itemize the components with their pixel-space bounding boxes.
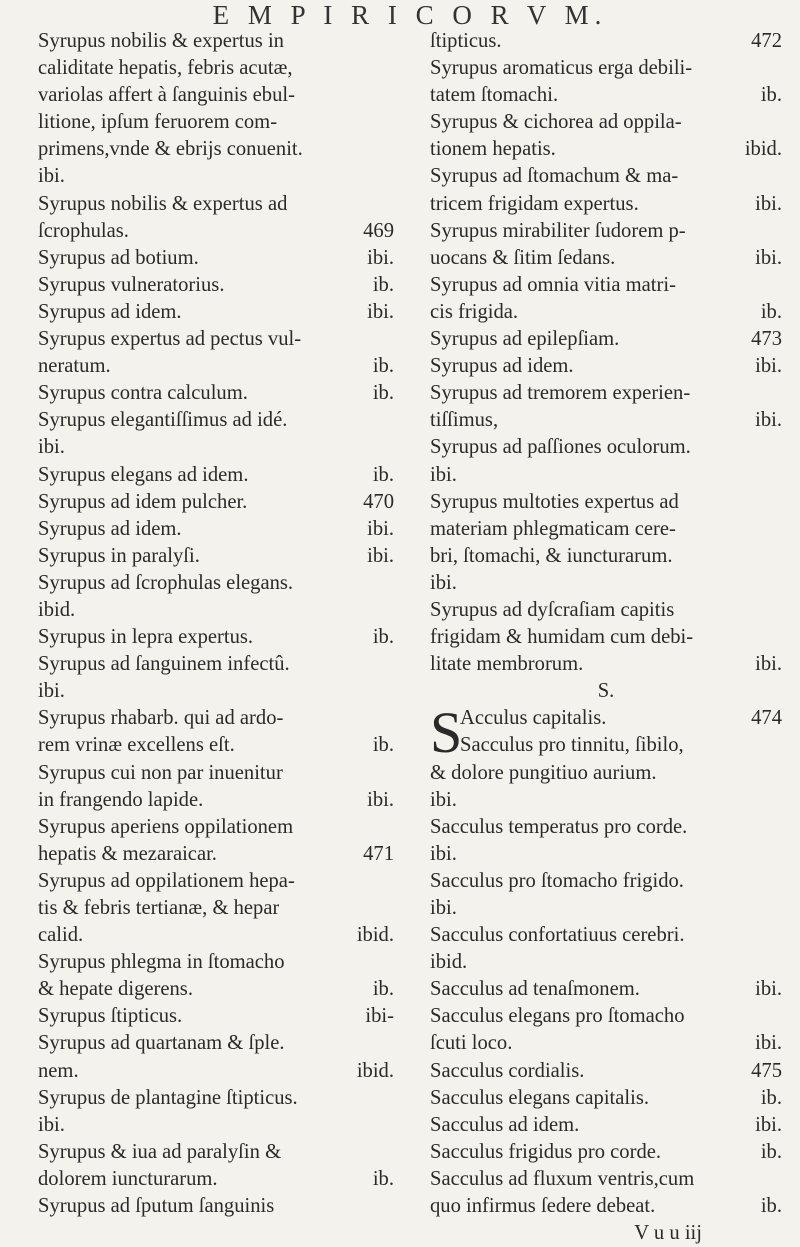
entry-text: ibi. (430, 897, 457, 919)
index-line (430, 624, 782, 651)
index-line (38, 434, 394, 461)
entry-text: ibi. (430, 842, 457, 865)
index-line (38, 218, 394, 245)
index-line (430, 868, 782, 895)
index-line (430, 949, 782, 976)
index-line (38, 922, 394, 949)
index-line (38, 597, 394, 624)
index-line (38, 272, 394, 299)
entry-text: tiſſimus, (430, 409, 499, 432)
index-line (430, 976, 782, 1003)
entry-text: Acculus capitalis. (460, 707, 607, 730)
index-line (38, 570, 394, 597)
index-line (430, 1058, 782, 1085)
index-line (430, 380, 782, 407)
index-line (430, 814, 782, 841)
page-reference: ib. (372, 734, 394, 757)
page-reference: ibi. (755, 1032, 782, 1055)
entry-text: Syrupus ad idem. (38, 517, 182, 540)
page-reference: ibi. (755, 978, 782, 1001)
entry-text: Syrupus nobilis & expertus ad (38, 192, 288, 215)
index-line (38, 1193, 394, 1220)
index-line (38, 1112, 394, 1139)
index-line (38, 705, 394, 732)
entry-text: Syrupus phlegma in ſtomacho (38, 951, 285, 974)
entry-text: calid. (38, 924, 84, 947)
right-column-entries-b (430, 760, 782, 1221)
entry-text: ibi. (38, 680, 65, 703)
index-line (430, 1030, 782, 1057)
index-line (38, 489, 394, 516)
entry-text: ſcrophulas. (38, 219, 129, 242)
entry-text: rem vrinæ excellens eſt. (38, 734, 235, 757)
entry-text: dolorem iuncturarum. (38, 1167, 218, 1190)
entry-text: Syrupus multoties expertus ad (430, 490, 679, 513)
entry-text: Syrupus ad idem. (430, 355, 574, 378)
entry-text: Sacculus frigidus pro corde. (430, 1140, 662, 1163)
page-reference: ib. (372, 978, 394, 1001)
page-reference: ib. (372, 463, 394, 486)
entry-text: Syrupus ad ſcrophulas elegans. (38, 571, 294, 594)
index-line (460, 732, 782, 759)
index-line (38, 895, 394, 922)
page-reference: ibi. (755, 1113, 782, 1136)
index-line (38, 1139, 394, 1166)
entry-text: ibi. (38, 1113, 65, 1136)
index-line (430, 163, 782, 190)
entry-text: tatem ſtomachi. (430, 84, 559, 107)
index-line (38, 976, 394, 1003)
index-line (430, 760, 782, 787)
index-line (38, 841, 394, 868)
index-line (430, 570, 782, 597)
right-column-entries-a (430, 28, 782, 678)
index-line (38, 516, 394, 543)
index-line (38, 1003, 394, 1030)
page-reference: ibi. (367, 517, 394, 540)
page-reference: ibi. (755, 653, 782, 676)
index-line (38, 163, 394, 190)
index-line (430, 489, 782, 516)
page-reference: ibi. (367, 788, 394, 811)
index-line (38, 28, 394, 55)
index-line (430, 272, 782, 299)
entry-text: Syrupus ad dyſcraſiam capitis (430, 598, 675, 621)
index-line (430, 516, 782, 543)
page-reference: ib. (372, 273, 394, 296)
entry-text: Syrupus cui non par inuenitur (38, 761, 283, 784)
entry-text: uocans & ſitim ſedans. (430, 246, 616, 269)
right-column (430, 28, 782, 1247)
index-line (430, 841, 782, 868)
entry-text: Syrupus expertus ad pectus vul- (38, 328, 302, 351)
page-reference: ib. (372, 626, 394, 649)
index-line (430, 895, 782, 922)
running-header: E M P I R I C O R V M. (212, 0, 608, 30)
index-line (430, 407, 782, 434)
index-line (430, 28, 782, 55)
entry-text: frigidam & humidam cum debi- (430, 626, 694, 649)
entry-text: tionem hepatis. (430, 138, 556, 161)
entry-text: litate membrorum. (430, 653, 584, 676)
entry-text: materiam phlegmaticam cere- (430, 517, 676, 540)
initial-lines (460, 705, 782, 759)
index-line (430, 191, 782, 218)
left-column (38, 28, 394, 1220)
index-line (430, 1193, 782, 1220)
index-line (38, 109, 394, 136)
entry-text: Syrupus aromaticus erga debili- (430, 57, 693, 80)
page-reference: 474 (751, 707, 782, 730)
index-line (38, 760, 394, 787)
entry-text: quo infirmus ſedere debeat. (430, 1195, 656, 1218)
entry-text: ibid. (430, 951, 468, 974)
index-line (38, 191, 394, 218)
section-letter: S. (597, 680, 615, 703)
entry-text: in frangendo lapide. (38, 788, 204, 811)
page-reference: ib. (760, 1195, 782, 1218)
entry-text: Syrupus & cichorea ad oppila- (430, 111, 682, 134)
index-line (430, 353, 782, 380)
index-line (38, 407, 394, 434)
index-line (430, 434, 782, 461)
page-reference: ibid. (356, 924, 394, 947)
index-line (430, 462, 782, 489)
index-line (38, 353, 394, 380)
page-reference: ibi. (755, 355, 782, 378)
page-reference: 470 (363, 490, 394, 513)
entry-text: Syrupus & iua ad paralyſin & (38, 1140, 282, 1163)
page-reference: ibi. (755, 192, 782, 215)
entry-text: nem. (38, 1059, 79, 1082)
index-line (38, 868, 394, 895)
entry-text: Syrupus mirabiliter ſudorem p- (430, 219, 686, 242)
entry-text: Syrupus elegans ad idem. (38, 463, 249, 486)
entry-text: Syrupus ad epilepſiam. (430, 328, 620, 351)
index-line (430, 326, 782, 353)
index-line (430, 55, 782, 82)
entry-text: neratum. (38, 355, 111, 378)
entry-text: Syrupus aperiens oppilationem (38, 815, 294, 838)
entry-text: Sacculus ad fluxum ventris,cum (430, 1167, 695, 1190)
index-line (430, 1085, 782, 1112)
index-line (38, 380, 394, 407)
entry-text: ibid. (38, 598, 76, 621)
entry-text: Syrupus ſtipticus. (38, 1005, 183, 1028)
entry-text: Sacculus elegans pro ſtomacho (430, 1005, 685, 1028)
page-reference: ibi. (367, 300, 394, 323)
entry-text: Syrupus ad paſſiones oculorum. (430, 436, 691, 459)
entry-text: Sacculus ad tenaſmonem. (430, 978, 640, 1001)
index-line (430, 597, 782, 624)
signature-mark: V u u iij (634, 1222, 702, 1245)
index-line (430, 82, 782, 109)
page-reference: ib. (372, 355, 394, 378)
index-line (38, 814, 394, 841)
entry-text: Syrupus ad idem pulcher. (38, 490, 248, 513)
index-line (38, 678, 394, 705)
entry-text: Sacculus elegans capitalis. (430, 1086, 650, 1109)
entry-text: bri, ſtomachi, & iuncturarum. (430, 544, 673, 567)
entry-text: Syrupus ad oppilationem hepa- (38, 869, 295, 892)
entry-text: ibi. (38, 436, 65, 459)
index-line (430, 136, 782, 163)
entry-text: Sacculus pro tinnitu, ſibilo, (460, 734, 684, 757)
index-line (430, 922, 782, 949)
entry-text: cis frigida. (430, 300, 519, 323)
page-reference: 469 (363, 219, 394, 242)
entry-text: primens,vnde & ebrijs conuenit. (38, 138, 303, 161)
page-reference: ibid. (744, 138, 782, 161)
index-line (430, 1166, 782, 1193)
entry-text: variolas affert à ſanguinis ebul- (38, 84, 295, 107)
entry-text: Sacculus temperatus pro corde. (430, 815, 688, 838)
entry-text: Syrupus ad ſputum ſanguinis (38, 1195, 275, 1218)
index-line (38, 732, 394, 759)
index-line (430, 1139, 782, 1166)
entry-text: Sacculus pro ſtomacho frigido. (430, 869, 684, 892)
index-line (38, 462, 394, 489)
initial-block (430, 700, 782, 766)
entry-text: Syrupus ad ſanguinem infectû. (38, 653, 290, 676)
index-line (38, 136, 394, 163)
index-line (38, 1166, 394, 1193)
index-line (38, 326, 394, 353)
entry-text: tricem frigidam expertus. (430, 192, 639, 215)
entry-text: Syrupus in lepra expertus. (38, 626, 254, 649)
page-reference: ib. (372, 382, 394, 405)
entry-text: ſcuti loco. (430, 1032, 513, 1055)
index-line (38, 543, 394, 570)
index-line (38, 299, 394, 326)
entry-text: Syrupus elegantiſſimus ad idé. (38, 409, 288, 432)
page-reference: ib. (760, 300, 782, 323)
index-line (430, 299, 782, 326)
index-line (430, 543, 782, 570)
entry-text: Syrupus nobilis & expertus in (38, 30, 284, 52)
entry-text: tis & febris tertianæ, & hepar (38, 897, 280, 919)
index-line (38, 949, 394, 976)
entry-text: & dolore pungitiuo aurium. (430, 761, 657, 784)
index-line (38, 82, 394, 109)
index-line (460, 705, 782, 732)
page-reference: 473 (751, 328, 782, 351)
page-reference: ib. (760, 1086, 782, 1109)
entry-text: Syrupus ad idem. (38, 300, 182, 323)
entry-text: Syrupus ad tremorem experien- (430, 382, 691, 405)
index-line (430, 651, 782, 678)
entry-text: ibi. (430, 571, 457, 594)
page-reference: ibi. (367, 246, 394, 269)
index-line (38, 1030, 394, 1057)
index-line (38, 55, 394, 82)
entry-text: & hepate digerens. (38, 978, 193, 1001)
index-line (38, 624, 394, 651)
entry-text: Syrupus de plantagine ſtipticus. (38, 1086, 298, 1109)
page-reference: ibi. (755, 409, 782, 432)
entry-text: Sacculus confortatiuus cerebri. (430, 924, 685, 947)
page-reference: ibid. (356, 1059, 394, 1082)
index-line (430, 218, 782, 245)
entry-text: Syrupus ad quartanam & ſple. (38, 1032, 285, 1055)
page-reference: ib. (372, 1167, 394, 1190)
page-reference: ibi. (367, 544, 394, 567)
index-line (38, 651, 394, 678)
index-line (38, 245, 394, 272)
page-reference: ib. (760, 1140, 782, 1163)
entry-text: ibi. (430, 788, 457, 811)
page-reference: ibi- (365, 1005, 394, 1028)
index-line (430, 109, 782, 136)
entry-text: Syrupus contra calculum. (38, 382, 248, 405)
drop-cap: S (430, 700, 463, 766)
entry-text: Syrupus rhabarb. qui ad ardo- (38, 707, 284, 730)
index-line (430, 1112, 782, 1139)
entry-text: ibi. (38, 165, 65, 188)
index-line (38, 1058, 394, 1085)
page-reference: ib. (760, 84, 782, 107)
entry-text: ſtipticus. (430, 30, 502, 52)
entry-text: caliditate hepatis, febris acutæ, (38, 57, 293, 80)
entry-text: Syrupus ad ſtomachum & ma- (430, 165, 679, 188)
entry-text: Sacculus cordialis. (430, 1059, 585, 1082)
entry-text: litione, ipſum feruorem com- (38, 111, 278, 134)
entry-text: hepatis & mezaraicar. (38, 842, 217, 865)
index-line (430, 787, 782, 814)
page-reference: ibi. (755, 246, 782, 269)
entry-text: Sacculus ad idem. (430, 1113, 580, 1136)
page-reference: 475 (751, 1059, 782, 1082)
index-line (38, 787, 394, 814)
entry-text: Syrupus in paralyſi. (38, 544, 200, 567)
entry-text: ibi. (430, 463, 457, 486)
index-line (430, 245, 782, 272)
index-line (430, 1003, 782, 1030)
entry-text: Syrupus ad botium. (38, 246, 199, 269)
entry-text: Syrupus vulneratorius. (38, 273, 225, 296)
page-reference: 471 (363, 842, 394, 865)
entry-text: Syrupus ad omnia vitia matri- (430, 273, 676, 296)
page-reference: 472 (751, 30, 782, 52)
index-line (38, 1085, 394, 1112)
